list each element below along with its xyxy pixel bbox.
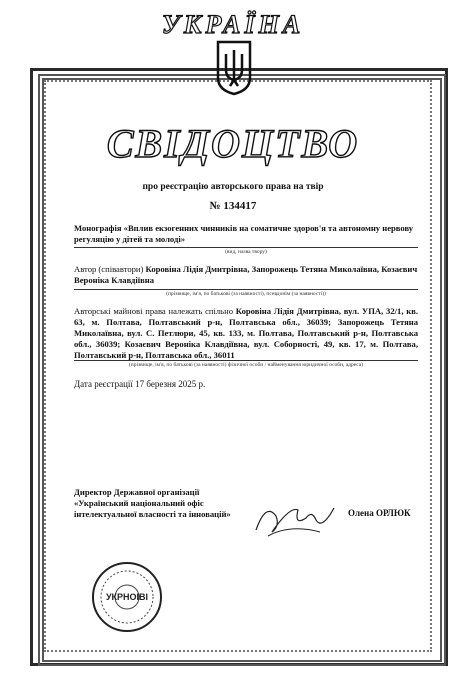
owners-prefix: Авторські майнові права належать спільно xyxy=(74,306,236,316)
director-title: Директор Державної організації «Український національний офіс інтелектуальної власності та інновацій» xyxy=(74,487,231,519)
owners-caption: (прізвище, ім'я, по батькові (за наявності) фізичної особи / найменування юридичної особи, адреса) xyxy=(128,362,364,368)
owners-block xyxy=(74,306,418,361)
certificate-number: № 134417 xyxy=(209,200,257,212)
country-heading: УКРАЇНА xyxy=(161,10,305,39)
authors-rule xyxy=(74,289,418,290)
signer-name: Олена ОРЛЮК xyxy=(348,508,411,518)
owners-rule xyxy=(74,360,418,361)
work-rule xyxy=(74,247,418,248)
signature-icon xyxy=(250,496,340,540)
work-text: Монографія «Вплив екзогенних чинників на соматичне здоров'я та автономну нервову регуляцію у дітей та молоді» xyxy=(74,223,414,244)
authors-prefix: Автор (співавтори) xyxy=(74,264,146,274)
registration-date: Дата реєстрації 17 березня 2025 р. xyxy=(74,379,206,389)
authors-caption: (прізвище, ім'я, по батькові (за наявності), псевдонім (за наявності)) xyxy=(166,291,326,297)
trident-emblem-icon xyxy=(214,40,254,96)
certificate-subtitle: про реєстрацію авторського права на твір xyxy=(142,182,324,192)
certificate-title: СВІДОЦТВО xyxy=(106,121,360,166)
work-title xyxy=(74,223,418,245)
official-seal-icon xyxy=(90,560,164,634)
work-caption: (вид, назва твору) xyxy=(225,249,267,255)
authors-names: Коровіна Лідія Дмитрівна, Запорожець Тетяна Миколаївна, Козаєвич Вероніка Клавдіївна xyxy=(74,264,418,285)
seal-text: УКРНОІВІ xyxy=(105,592,149,602)
authors-block xyxy=(74,264,418,286)
owners-text: Коровіна Лідія Дмитрівна, вул. УПА, 32/1, кв. 63, м. Полтава, Полтавський р-н, Полтавська обл., 36039; Запорожець Тетяна Миколаївна, вул. С. Петлюри, 45, кв. 133, м. Полтава, Полтавський р-н, Полтавська обл., 36039; Козаєвич Вероніка Клавдіївна, вул. Соборності, 49, кв. 17, м. Полтава, Полтавський р-н, Полтавська обл., 36011 xyxy=(74,306,418,360)
